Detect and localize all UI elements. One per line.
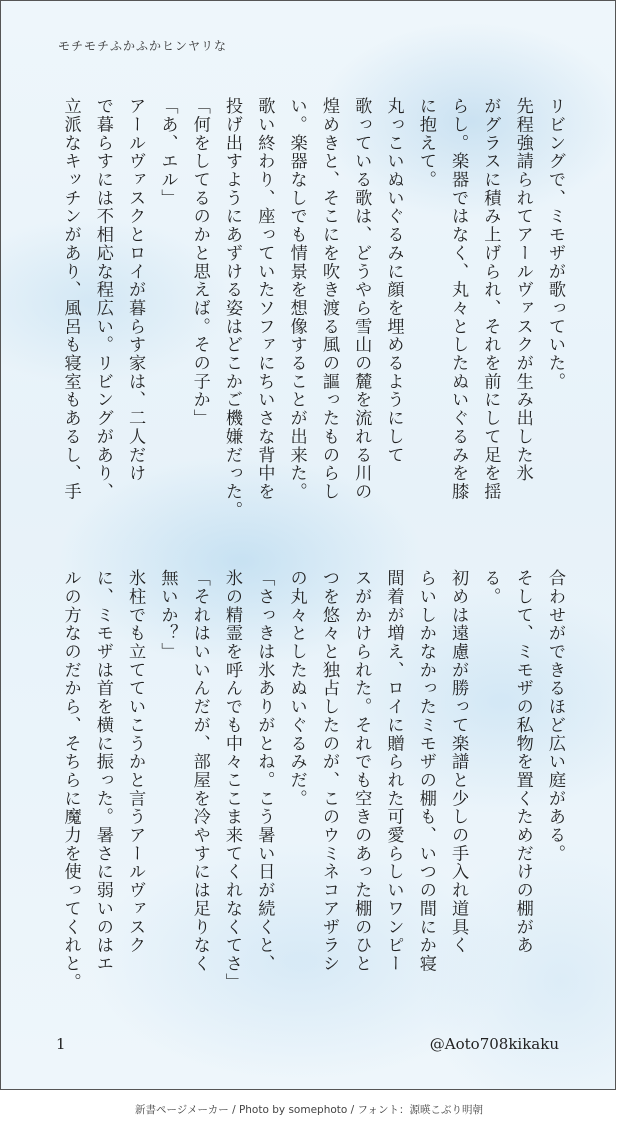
text-line: に抱えて。: [415, 97, 436, 189]
text-line: そして、ミモザの私物を置くためだけの棚があ: [512, 569, 533, 955]
text-line: 氷の精霊を呼んでも中々ここま来てくれなくてさ」: [222, 569, 243, 992]
text-line: 先程強請られてアールヴァスクが生み出した氷: [512, 97, 533, 483]
text-line: 「それはいいんだが、部屋を冷やすには足りなく: [189, 569, 210, 973]
text-line: らし。楽器ではなく、丸々としたぬいぐるみを膝: [448, 97, 469, 501]
text-line: 合わせができるほど広い庭がある。: [545, 569, 565, 863]
text-line: つを悠々と独占したのが、このウミネコアザラシ: [318, 569, 339, 973]
text-line: 「何をしてるのかと思えば。その子か」: [189, 97, 210, 428]
credit-line: 新書ページメーカー / Photo by somephoto / フォント：源暎こぶり明朝: [134, 1104, 484, 1116]
text-line: 立派なキッチンがあり、風呂も寝室もあるし、手: [60, 97, 81, 501]
text-line: アールヴァスクとロイが暮らす家は、二人だけ: [125, 97, 146, 483]
text-line: リビングで、ミモザが歌っていた。: [545, 97, 565, 391]
text-line: る。: [480, 569, 501, 606]
text-line: の丸々としたぬいぐるみだ。: [286, 569, 307, 808]
text-line: 無いか？」: [157, 569, 178, 661]
text-line: ルの方なのだから、そちらに魔力を使ってくれと。: [60, 569, 81, 992]
text-line: で暮らすには不相応な程広い。リビングがあり、: [92, 97, 113, 501]
text-line: 煌めきと、そこにを吹き渡る風の謳ったものらし: [318, 97, 339, 501]
text-line: 歌い終わり、座っていたソファにちいさな背中を: [254, 97, 275, 501]
text-line: 初めは遠慮が勝って楽譜と少しの手入れ道具く: [448, 569, 469, 955]
text-line: に、ミモザは首を横に振った。暑さに弱いのはエ: [92, 569, 113, 973]
text-line: い。楽器なしでも情景を想像することが出来た。: [286, 97, 307, 501]
upper-text-block: [51, 97, 571, 537]
text-line: 氷柱でも立てていこうかと言うアールヴァスク: [125, 569, 146, 955]
text-line: 「あ、エル」: [157, 97, 178, 208]
text-line: がグラスに積み上げられ、それを前にして足を揺: [480, 97, 501, 501]
text-line: らいしかなかったミモザの棚も、いつの間にか寝: [415, 569, 436, 973]
author-handle: @Aoto708kikaku: [429, 1035, 559, 1053]
text-line: 丸っこいぬいぐるみに顔を埋めるようにして: [383, 97, 404, 464]
page-header-title: モチモチふかふかヒンヤリな: [58, 39, 228, 53]
text-line: スがかけられた。それでも空きのあった棚のひと: [351, 569, 372, 973]
page-number: 1: [56, 1035, 66, 1053]
text-line: 歌っている歌は、どうやら雪山の麓を流れる川の: [351, 97, 372, 501]
text-line: 「さっきは氷ありがとね。こう暑い日が続くと、: [254, 569, 275, 973]
text-line: 投げ出すようにあずける姿はどこかご機嫌だった。: [222, 97, 243, 520]
lower-text-block: [51, 569, 571, 1009]
text-line: 間着が増え、ロイに贈られた可愛らしいワンピー: [383, 569, 404, 973]
